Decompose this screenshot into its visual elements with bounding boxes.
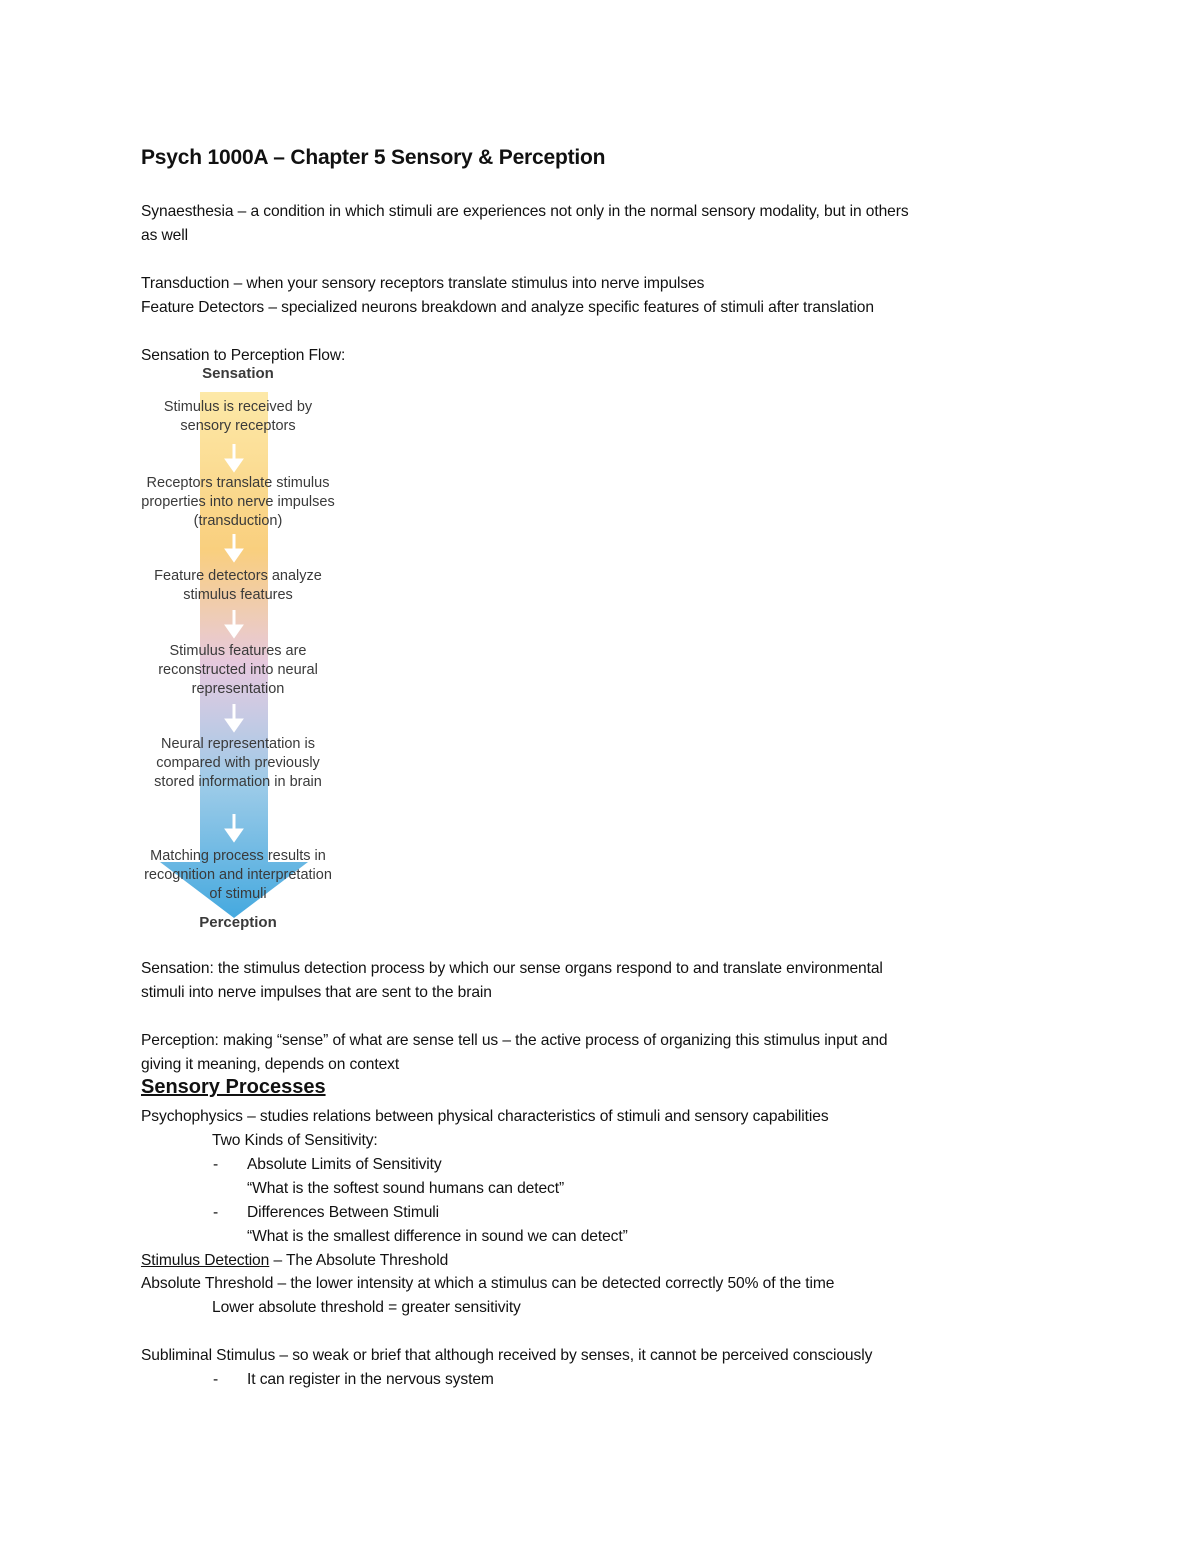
subliminal-stimulus-definition: Subliminal Stimulus – so weak or brief that although received by senses, it cannot be perceived consciously	[141, 1347, 873, 1364]
sensation-definition: Sensation: the stimulus detection process by which our sense organs respond to and translate environmental	[141, 960, 883, 977]
synaesthesia-definition: Synaesthesia – a condition in which stimuli are experiences not only in the normal sensory modality, but in others	[141, 203, 909, 220]
lower-threshold-note: Lower absolute threshold = greater sensitivity	[212, 1299, 521, 1316]
diagram-top-label: Sensation	[202, 365, 274, 382]
section-heading-sensory-processes: Sensory Processes	[141, 1076, 326, 1098]
diagram-step: Receptors translate stimulus properties into nerve impulses (transduction)	[141, 475, 335, 529]
document-title: Psych 1000A – Chapter 5 Sensory & Perception	[141, 146, 606, 169]
diagram-step: Stimulus features are reconstructed into neural representation	[158, 643, 318, 697]
diagram-step: Feature detectors analyze stimulus features	[154, 568, 322, 603]
list-item-absolute-limits-question: “What is the softest sound humans can detect”	[247, 1180, 565, 1197]
synaesthesia-definition-cont: as well	[141, 227, 188, 244]
stimulus-detection-line	[141, 1249, 448, 1273]
perception-definition: Perception: making “sense” of what are sense tell us – the active process of organizing this stimulus input and	[141, 1032, 888, 1049]
stimulus-detection-rest: – The Absolute Threshold	[269, 1252, 449, 1269]
psychophysics-definition: Psychophysics – studies relations between physical characteristics of stimuli and sensory capabilities	[141, 1108, 829, 1125]
diagram-step: Stimulus is received by sensory receptors	[163, 399, 313, 434]
diagram-bottom-label: Perception	[199, 914, 277, 931]
feature-detectors-definition: Feature Detectors – specialized neurons breakdown and analyze specific features of stimuli after translation	[141, 299, 874, 316]
bullet-dash: -	[213, 1156, 219, 1173]
transduction-definition: Transduction – when your sensory receptors translate stimulus into nerve impulses	[141, 275, 705, 292]
diagram-step: Matching process results in recognition and interpretation of stimuli	[144, 848, 332, 902]
sensation-definition-cont: stimuli into nerve impulses that are sent to the brain	[141, 984, 492, 1001]
sensation-perception-diagram	[138, 362, 344, 936]
bullet-dash: -	[213, 1371, 219, 1388]
list-item-absolute-limits: Absolute Limits of Sensitivity	[247, 1156, 442, 1173]
bullet-dash: -	[213, 1204, 219, 1221]
diagram-step: Neural representation is compared with previously stored information in brain	[154, 736, 322, 790]
stimulus-detection-label: Stimulus Detection	[141, 1252, 270, 1269]
list-item-nervous-system: It can register in the nervous system	[247, 1371, 494, 1388]
flow-heading: Sensation to Perception Flow:	[141, 347, 346, 364]
two-kinds-sensitivity: Two Kinds of Sensitivity:	[212, 1132, 378, 1149]
perception-definition-cont: giving it meaning, depends on context	[141, 1056, 400, 1073]
absolute-threshold-definition: Absolute Threshold – the lower intensity at which a stimulus can be detected correctly 50% of the time	[141, 1275, 835, 1292]
list-item-differences: Differences Between Stimuli	[247, 1204, 440, 1221]
list-item-differences-question: “What is the smallest difference in sound we can detect”	[247, 1228, 628, 1245]
